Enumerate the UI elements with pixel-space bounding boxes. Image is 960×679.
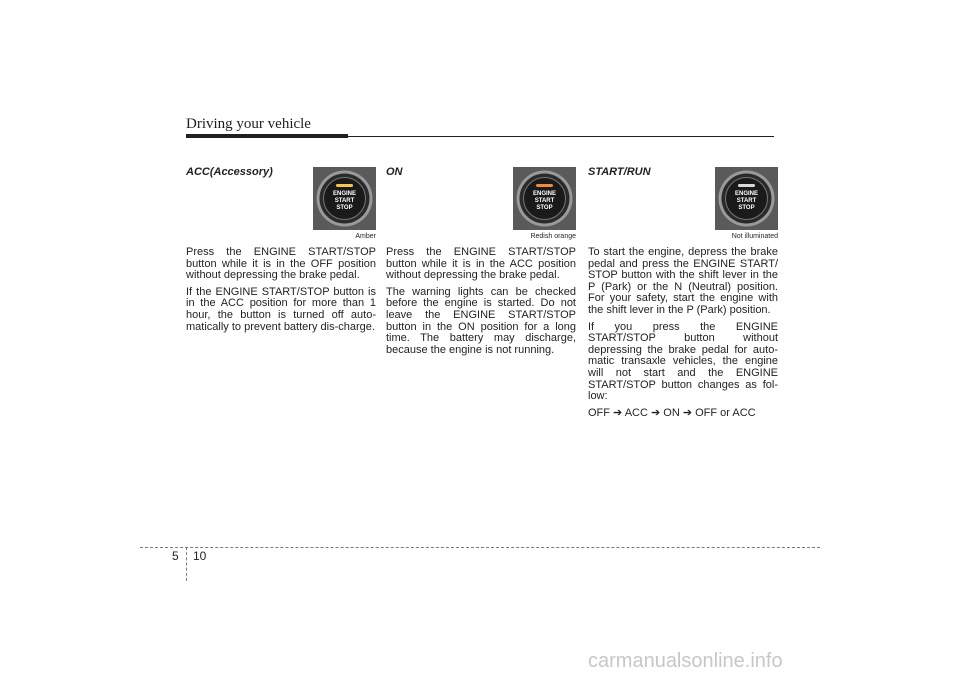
paragraph: To start the engine, depress the brake pedal and press the ENGINE START/ STOP button with the shift lever in the P (Park) or the N (Neutral) position. For your safety, start the engine with the shift lever in the P (Park) position. [588, 246, 778, 316]
section-title: ACC(Accessory) [186, 166, 273, 178]
indicator-light [336, 184, 353, 187]
figure-acc [313, 167, 376, 243]
engine-start-button-icon [715, 167, 778, 230]
engine-button-photo [513, 167, 576, 230]
page-number: 10 [193, 549, 207, 563]
paragraph: If the ENGINE START/STOP button is in the ACC position for more than 1 hour, the button is turned off auto-matically to prevent battery dis-charge. [186, 285, 376, 333]
figure-caption: Redish orange [530, 233, 576, 240]
button-line: STOP [738, 205, 755, 211]
button-line: STOP [536, 205, 553, 211]
paragraph: Press the ENGINE START/STOP button while it is in the OFF position without depressing the brake pedal. [186, 246, 376, 282]
engine-button-photo [313, 167, 376, 230]
engine-start-button-icon [313, 167, 376, 230]
indicator-light [536, 184, 553, 187]
section-body [588, 247, 778, 424]
watermark-text: carmanualsonline.info [588, 650, 783, 672]
figure-start-run [715, 167, 778, 243]
section-acc [186, 165, 376, 333]
section-body [186, 247, 376, 338]
button-line: START [334, 198, 355, 204]
section-title: ON [386, 166, 403, 178]
header-rule-accent [186, 134, 348, 138]
page-header-title: Driving your vehicle [186, 116, 311, 132]
section-title: START/RUN [588, 166, 651, 178]
button-line: ENGINE [532, 191, 557, 197]
engine-start-button-icon [513, 167, 576, 230]
paragraph: The warning lights can be checked before the engine is started. Do not leave the ENGINE START/STOP button in the ON position for a long time. The battery may discharge, because the engine is not running. [386, 285, 576, 356]
engine-button-photo [715, 167, 778, 230]
button-line: ENGINE [332, 191, 357, 197]
button-line: STOP [336, 205, 353, 211]
indicator-light [738, 184, 755, 187]
section-body [386, 247, 576, 361]
paragraph: If you press the ENGINE START/STOP button without depressing the brake pedal for auto-matic transaxle vehicles, the engine will not start and the ENGINE START/STOP button changes as fol-low: [588, 320, 778, 403]
figure-on [513, 167, 576, 243]
footer-divider [186, 547, 187, 581]
section-on [386, 165, 576, 356]
section-start-run [588, 165, 778, 419]
button-line: START [534, 198, 555, 204]
paragraph: Press the ENGINE START/STOP button while it is in the ACC position without depressing the brake pedal. [386, 246, 576, 282]
button-line: ENGINE [734, 191, 759, 197]
chapter-number: 5 [172, 549, 179, 563]
figure-caption: Not illuminated [731, 233, 778, 240]
paragraph: OFF ➔ ACC ➔ ON ➔ OFF or ACC [588, 406, 756, 419]
figure-caption: Amber [355, 233, 376, 240]
button-line: START [736, 198, 757, 204]
footer-rule [140, 547, 820, 548]
